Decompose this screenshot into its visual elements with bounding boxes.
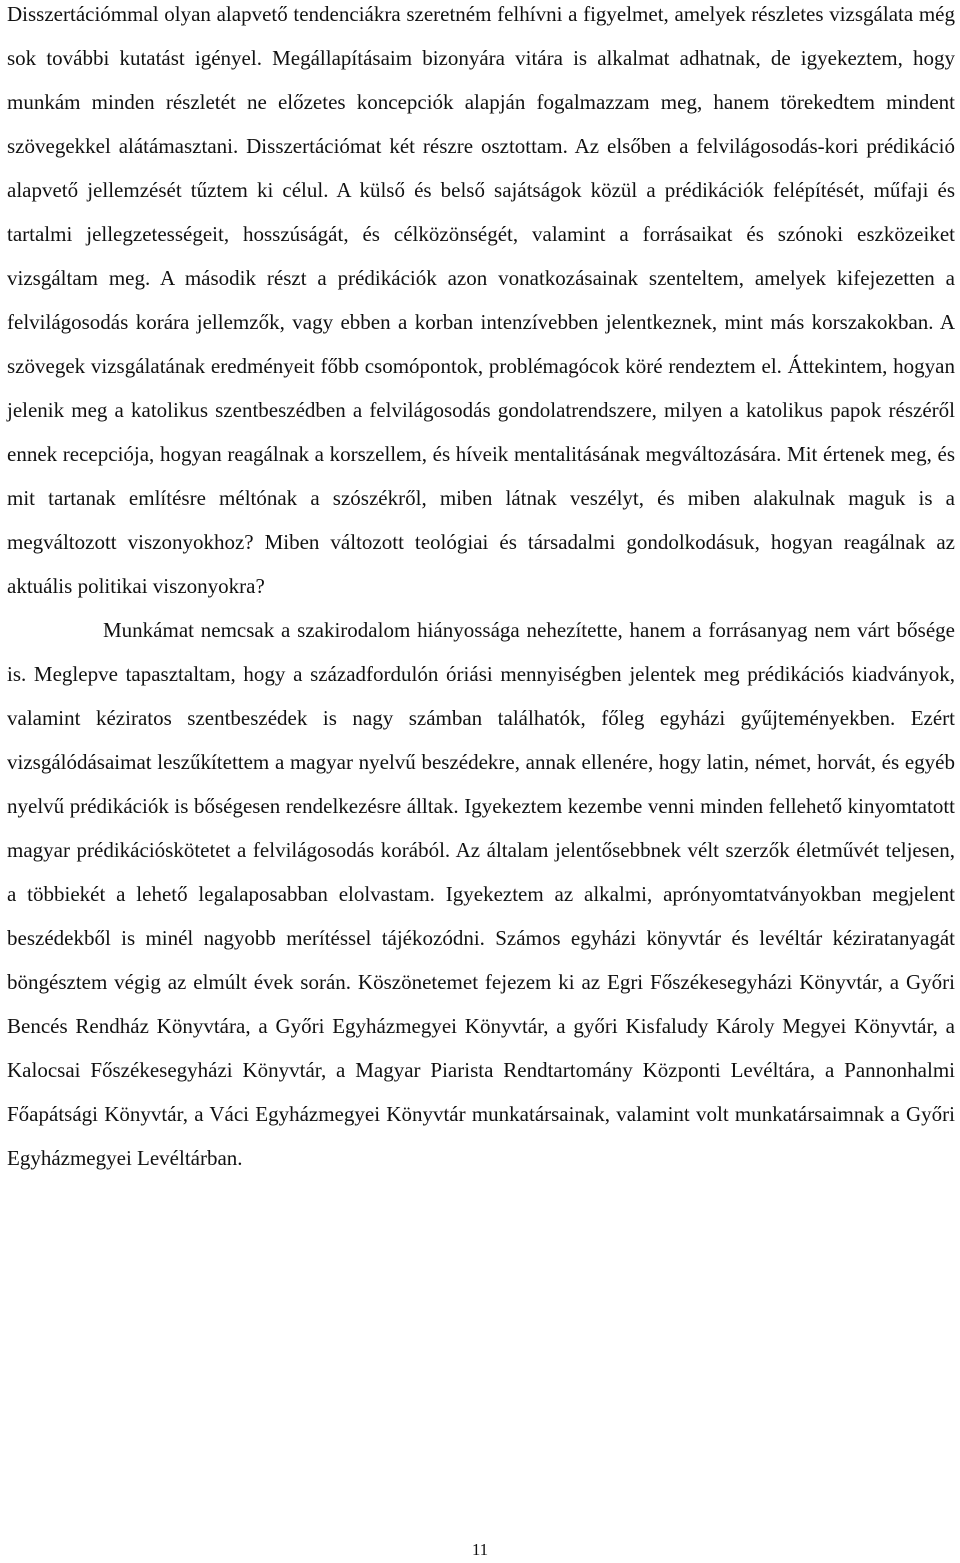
paragraph-sources-and-acknowledgements: Munkámat nemcsak a szakirodalom hiányossága nehezítette, hanem a forrásanyag nem várt bősége is. Meglepve tapasztaltam, hogy a századfordulón óriási mennyiségben jelentek meg prédikációs kiadványok, valamint kéziratos szentbeszédek is nagy számban találhatók, főleg egyházi gyűjteményekben. Ezért vizsgálódásaimat leszűkítettem a magyar nyelvű beszédekre, annak ellenére, hogy latin, német, horvát, és egyéb nyelvű prédikációk is bőségesen rendelkezésre álltak. Igyekeztem kezembe venni minden fellehető kinyomtatott magyar prédikációskötetet a felvilágosodás korából. Az általam jelentősebbnek vélt szerzők életművét teljesen, a többiekét a lehető legalaposabban elolvastam. Igyekeztem az alkalmi, aprónyomtatványokban megjelent beszédekből is minél nagyobb merítéssel tájékozódni. Számos egyházi könyvtár és levéltár kéziratanyagát böngésztem végig az elmúlt évek során. Köszönetemet fejezem ki az Egri Főszékesegyházi Könyvtár, a Győri Bencés Rendház Könyvtára, a Győri Egyházmegyei Könyvtár, a győri Kisfaludy Károly Megyei Könyvtár, a Kalocsai Főszékesegyházi Könyvtár, a Magyar Piarista Rendtartomány Központi Levéltára, a Pannonhalmi Főapátsági Könyvtár, a Váci Egyházmegyei Könyvtár munkatársainak, valamint volt munkatársaimnak a Győri Egyházmegyei Levéltárban. — [7, 618, 955, 1170]
page-number: 11 — [471, 1540, 489, 1559]
paragraph-dissertation-structure: Disszertációmmal olyan alapvető tendenciákra szeretném felhívni a figyelmet, amelyek részletes vizsgálata még sok további kutatást igényel. Megállapításaim bizonyára vitára is alkalmat adhatnak, de igyekeztem, hogy munkám minden részletét ne előzetes koncepciók alapján fogalmazzam meg, hanem törekedtem mindent szövegekkel alátámasztani. Disszertációmat két részre osztottam. Az elsőben a felvilágosodás-kori prédikáció alapvető jellemzését tűztem ki célul. A külső és belső sajátságok közül a prédikációk felépítését, műfaji és tartalmi jellegzetességeit, hosszúságát, és célközönségét, valamint a forrásaikat és szónoki eszközeiket vizsgáltam meg. A második részt a prédikációk azon vonatkozásainak szenteltem, amelyek kifejezetten a felvilágosodás korára jellemzők, vagy ebben a korban intenzívebben jelentkeznek, mint más korszakokban. A szövegek vizsgálatának eredményeit főbb csomópontok, problémagócok köré rendeztem el. Áttekintem, hogyan jelenik meg a katolikus szentbeszédben a felvilágosodás gondolatrendszere, milyen a katolikus papok részéről ennek recepciója, hogyan reagálnak a korszellem, és híveik mentalitásának megváltozására. Mit értenek meg, és mit tartanak említésre méltónak a szószékről, miben látnak veszélyt, és miben alakulnak maguk is a megváltozott viszonyokhoz? Miben változott teológiai és társadalmi gondolkodásuk, hogyan reagálnak az aktuális politikai viszonyokra? — [7, 2, 955, 598]
document-page — [7, 0, 955, 1180]
